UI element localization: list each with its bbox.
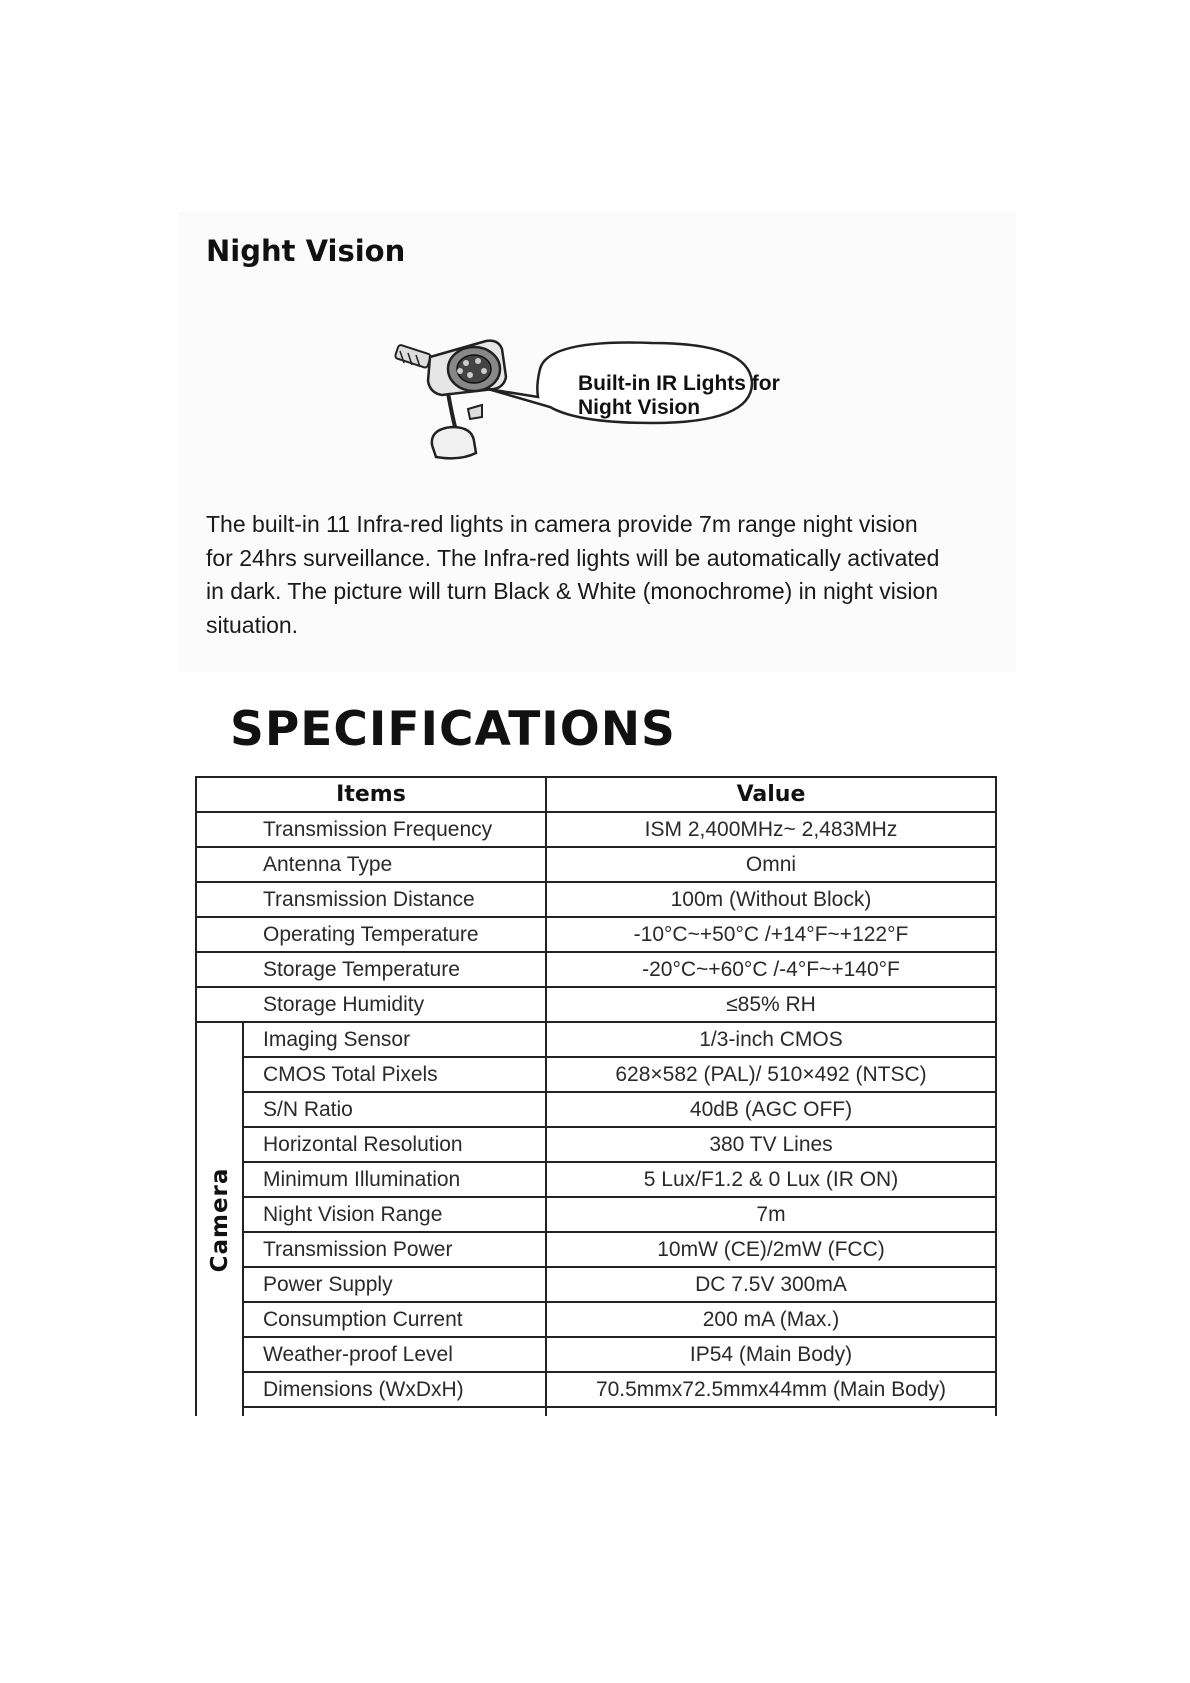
paragraph-line: situation. [206, 611, 299, 638]
item-cell: Weather-proof Level [243, 1337, 546, 1372]
table-row [196, 1092, 996, 1127]
specifications-table [195, 776, 997, 1416]
value-cell-continued [546, 1407, 996, 1416]
paragraph-line: The built-in 11 Infra-red lights in camera provide 7m range night vision [206, 511, 918, 537]
table-row [196, 1372, 996, 1407]
antenna-icon [395, 344, 432, 368]
night-vision-heading: Night Vision [206, 234, 406, 268]
item-cell: Night Vision Range [243, 1197, 546, 1232]
table-row [196, 882, 996, 917]
items-column-header: Items [196, 777, 546, 812]
callout-line: Night Vision [578, 396, 701, 419]
table-row [196, 1302, 996, 1337]
value-cell: IP54 (Main Body) [546, 1337, 996, 1372]
item-cell: Transmission Frequency [196, 812, 546, 847]
camera-group-cell [196, 1022, 243, 1416]
value-cell: -20°C~+60°C /-4°F~+140°F [546, 952, 996, 987]
item-cell: S/N Ratio [243, 1092, 546, 1127]
table-row [196, 987, 996, 1022]
table-row [196, 1232, 996, 1267]
item-cell: Horizontal Resolution [243, 1127, 546, 1162]
item-cell: Operating Temperature [196, 917, 546, 952]
callout-text [578, 372, 780, 420]
table-header-row [196, 777, 996, 812]
item-cell: Imaging Sensor [243, 1022, 546, 1057]
value-cell: 5 Lux/F1.2 & 0 Lux (IR ON) [546, 1162, 996, 1197]
value-cell: 10mW (CE)/2mW (FCC) [546, 1232, 996, 1267]
table-row [196, 1022, 996, 1057]
item-cell: Transmission Power [243, 1232, 546, 1267]
value-cell: 100m (Without Block) [546, 882, 996, 917]
paragraph-line: in dark. The picture will turn Black & White (monochrome) in night vision [206, 578, 939, 604]
camera-body-icon [428, 341, 506, 395]
value-cell: ISM 2,400MHz~ 2,483MHz [546, 812, 996, 847]
table-row [196, 917, 996, 952]
item-cell: Power Supply [243, 1267, 546, 1302]
value-column-header: Value [546, 777, 996, 812]
table-row [196, 1197, 996, 1232]
table-row [196, 847, 996, 882]
value-cell: 1/3-inch CMOS [546, 1022, 996, 1057]
value-cell: 200 mA (Max.) [546, 1302, 996, 1337]
table-row [196, 1127, 996, 1162]
value-cell: Omni [546, 847, 996, 882]
item-cell: Antenna Type [196, 847, 546, 882]
table-row [196, 1267, 996, 1302]
value-cell: 40dB (AGC OFF) [546, 1092, 996, 1127]
value-cell: 70.5mmx72.5mmx44mm (Main Body) [546, 1372, 996, 1407]
value-cell: 628×582 (PAL)/ 510×492 (NTSC) [546, 1057, 996, 1092]
specifications-heading: SPECIFICATIONS [230, 702, 676, 757]
item-cell: Dimensions (WxDxH) [243, 1372, 546, 1407]
callout-line: Built-in IR Lights for [578, 372, 780, 395]
item-cell: CMOS Total Pixels [243, 1057, 546, 1092]
camera-stand-icon [432, 393, 482, 458]
camera-group-label: Camera [206, 1167, 233, 1272]
table-row [196, 1337, 996, 1372]
value-cell: DC 7.5V 300mA [546, 1267, 996, 1302]
item-cell: Storage Humidity [196, 987, 546, 1022]
paragraph-line: for 24hrs surveillance. The Infra-red lights will be automatically activated [206, 544, 940, 571]
table-row [196, 1162, 996, 1197]
item-cell: Consumption Current [243, 1302, 546, 1337]
table-row-continued [196, 1407, 996, 1416]
item-cell: Minimum Illumination [243, 1162, 546, 1197]
table-row [196, 952, 996, 987]
value-cell: 380 TV Lines [546, 1127, 996, 1162]
night-vision-paragraph [206, 508, 1026, 642]
value-cell: 7m [546, 1197, 996, 1232]
item-cell: Transmission Distance [196, 882, 546, 917]
value-cell: -10°C~+50°C /+14°F~+122°F [546, 917, 996, 952]
item-cell-continued [243, 1407, 546, 1416]
table-row [196, 1057, 996, 1092]
table-row [196, 812, 996, 847]
item-cell: Storage Temperature [196, 952, 546, 987]
value-cell: ≤85% RH [546, 987, 996, 1022]
